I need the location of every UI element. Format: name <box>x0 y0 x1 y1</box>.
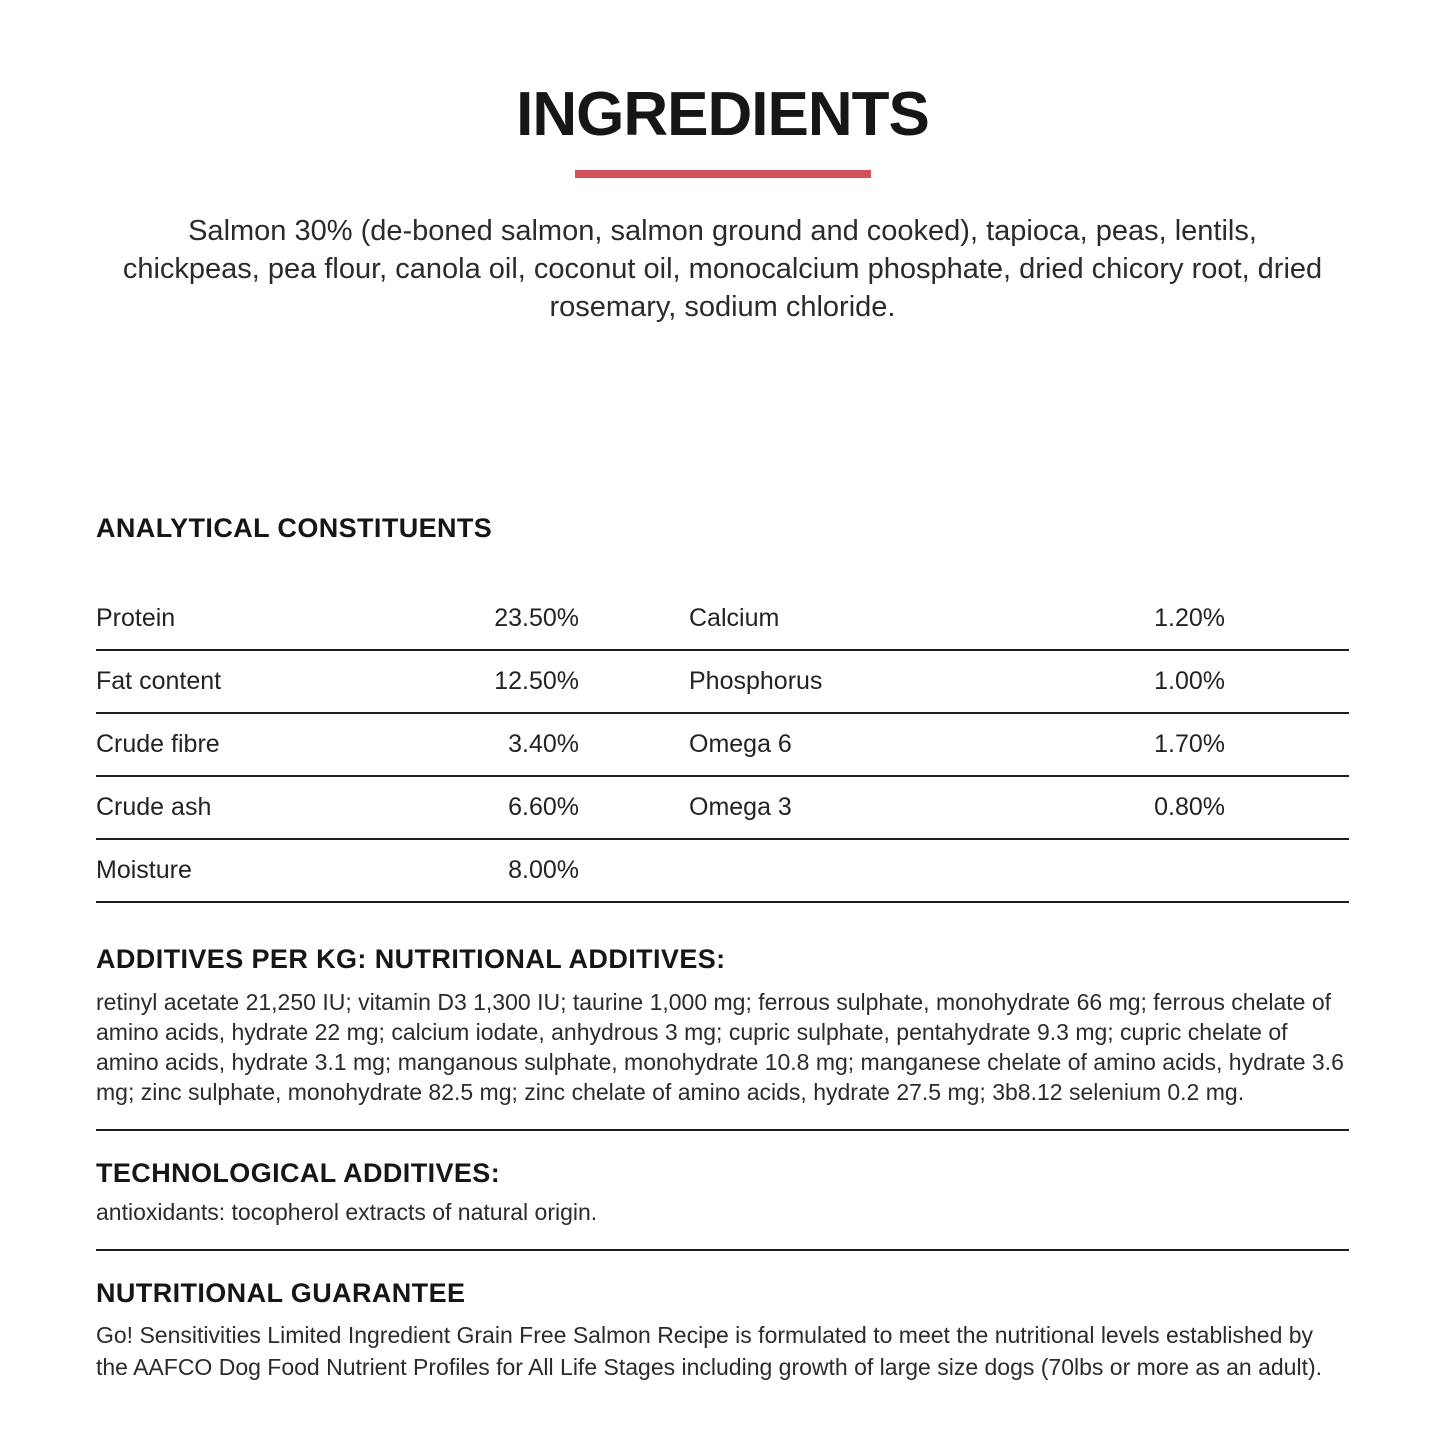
additives-text: retinyl acetate 21,250 IU; vitamin D3 1,300 IU; taurine 1,000 mg; ferrous sulphate, monohydrate 66 mg; ferrous chelate of amino acids, hydrate 22 mg; calcium iodate, anhydrous 3 mg; cupric sulphate, pentahydrate 9.3 mg; cupric chelate of amino acids, hydrate 3.1 mg; manganous sulphate, monohydrate 10.8 mg; manganese chelate of amino acids, hydrate 3.6 mg; zinc sulphate, monohydrate 82.5 mg; zinc chelate of amino acids, hydrate 27.5 mg; 3b8.12 selenium 0.2 mg. <box>96 989 1344 1105</box>
table-row-moisture <box>96 840 1349 903</box>
analytical-constituents-table <box>96 588 1349 903</box>
pair-moisture <box>96 856 579 885</box>
row-value: 8.00% <box>508 856 579 884</box>
table-row-fibre-omega6 <box>96 714 1349 777</box>
row-value: 1.20% <box>1154 604 1225 632</box>
row-label: Fat content <box>96 667 222 695</box>
pair-fat-content <box>96 667 579 696</box>
analytical-constituents-heading: ANALYTICAL CONSTITUENTS <box>96 513 493 543</box>
additives-heading: ADDITIVES PER KG: NUTRITIONAL ADDITIVES: <box>96 944 726 974</box>
row-label: Phosphorus <box>689 667 823 695</box>
row-label: Crude ash <box>96 793 212 821</box>
section-divider <box>96 1249 1349 1251</box>
title-block <box>96 80 1349 178</box>
table-row-protein-calcium <box>96 588 1349 651</box>
pair-phosphorus <box>689 667 1225 696</box>
row-label: Omega 3 <box>689 793 792 821</box>
page-title: INGREDIENTS <box>516 80 929 149</box>
pair-omega-3 <box>689 793 1225 822</box>
row-label: Moisture <box>96 856 192 884</box>
row-value: 23.50% <box>494 604 579 632</box>
row-value: 3.40% <box>508 730 579 758</box>
pair-protein <box>96 604 579 633</box>
pair-crude-ash <box>96 793 579 822</box>
nutritional-guarantee-heading: NUTRITIONAL GUARANTEE <box>96 1278 466 1308</box>
pair-calcium <box>689 604 1225 633</box>
row-label: Calcium <box>689 604 780 632</box>
row-value: 12.50% <box>494 667 579 695</box>
nutritional-guarantee-text: Go! Sensitivities Limited Ingredient Grain Free Salmon Recipe is formulated to meet the nutritional levels established by the AAFCO Dog Food Nutrient Profiles for All Life Stages including growth of large size dogs (70lbs or more as an adult). <box>96 1322 1323 1380</box>
row-label: Crude fibre <box>96 730 220 758</box>
row-label: Omega 6 <box>689 730 792 758</box>
pair-omega-6 <box>689 730 1225 759</box>
technological-additives-heading: TECHNOLOGICAL ADDITIVES: <box>96 1158 501 1188</box>
row-label: Protein <box>96 604 176 632</box>
row-value: 6.60% <box>508 793 579 821</box>
section-divider <box>96 1129 1349 1131</box>
row-value: 1.70% <box>1154 730 1225 758</box>
row-value: 0.80% <box>1154 793 1225 821</box>
ingredients-text: Salmon 30% (de-boned salmon, salmon ground and cooked), tapioca, peas, lentils, chickpeas, pea flour, canola oil, coconut oil, monocalcium phosphate, dried chicory root, dried rosemary, sodium chloride. <box>122 215 1323 323</box>
table-row-ash-omega3 <box>96 777 1349 840</box>
row-value: 1.00% <box>1154 667 1225 695</box>
pair-crude-fibre <box>96 730 579 759</box>
title-accent-bar <box>575 170 871 178</box>
table-row-fat-phosphorus <box>96 651 1349 714</box>
technological-additives-text: antioxidants: tocopherol extracts of natural origin. <box>96 1199 598 1225</box>
